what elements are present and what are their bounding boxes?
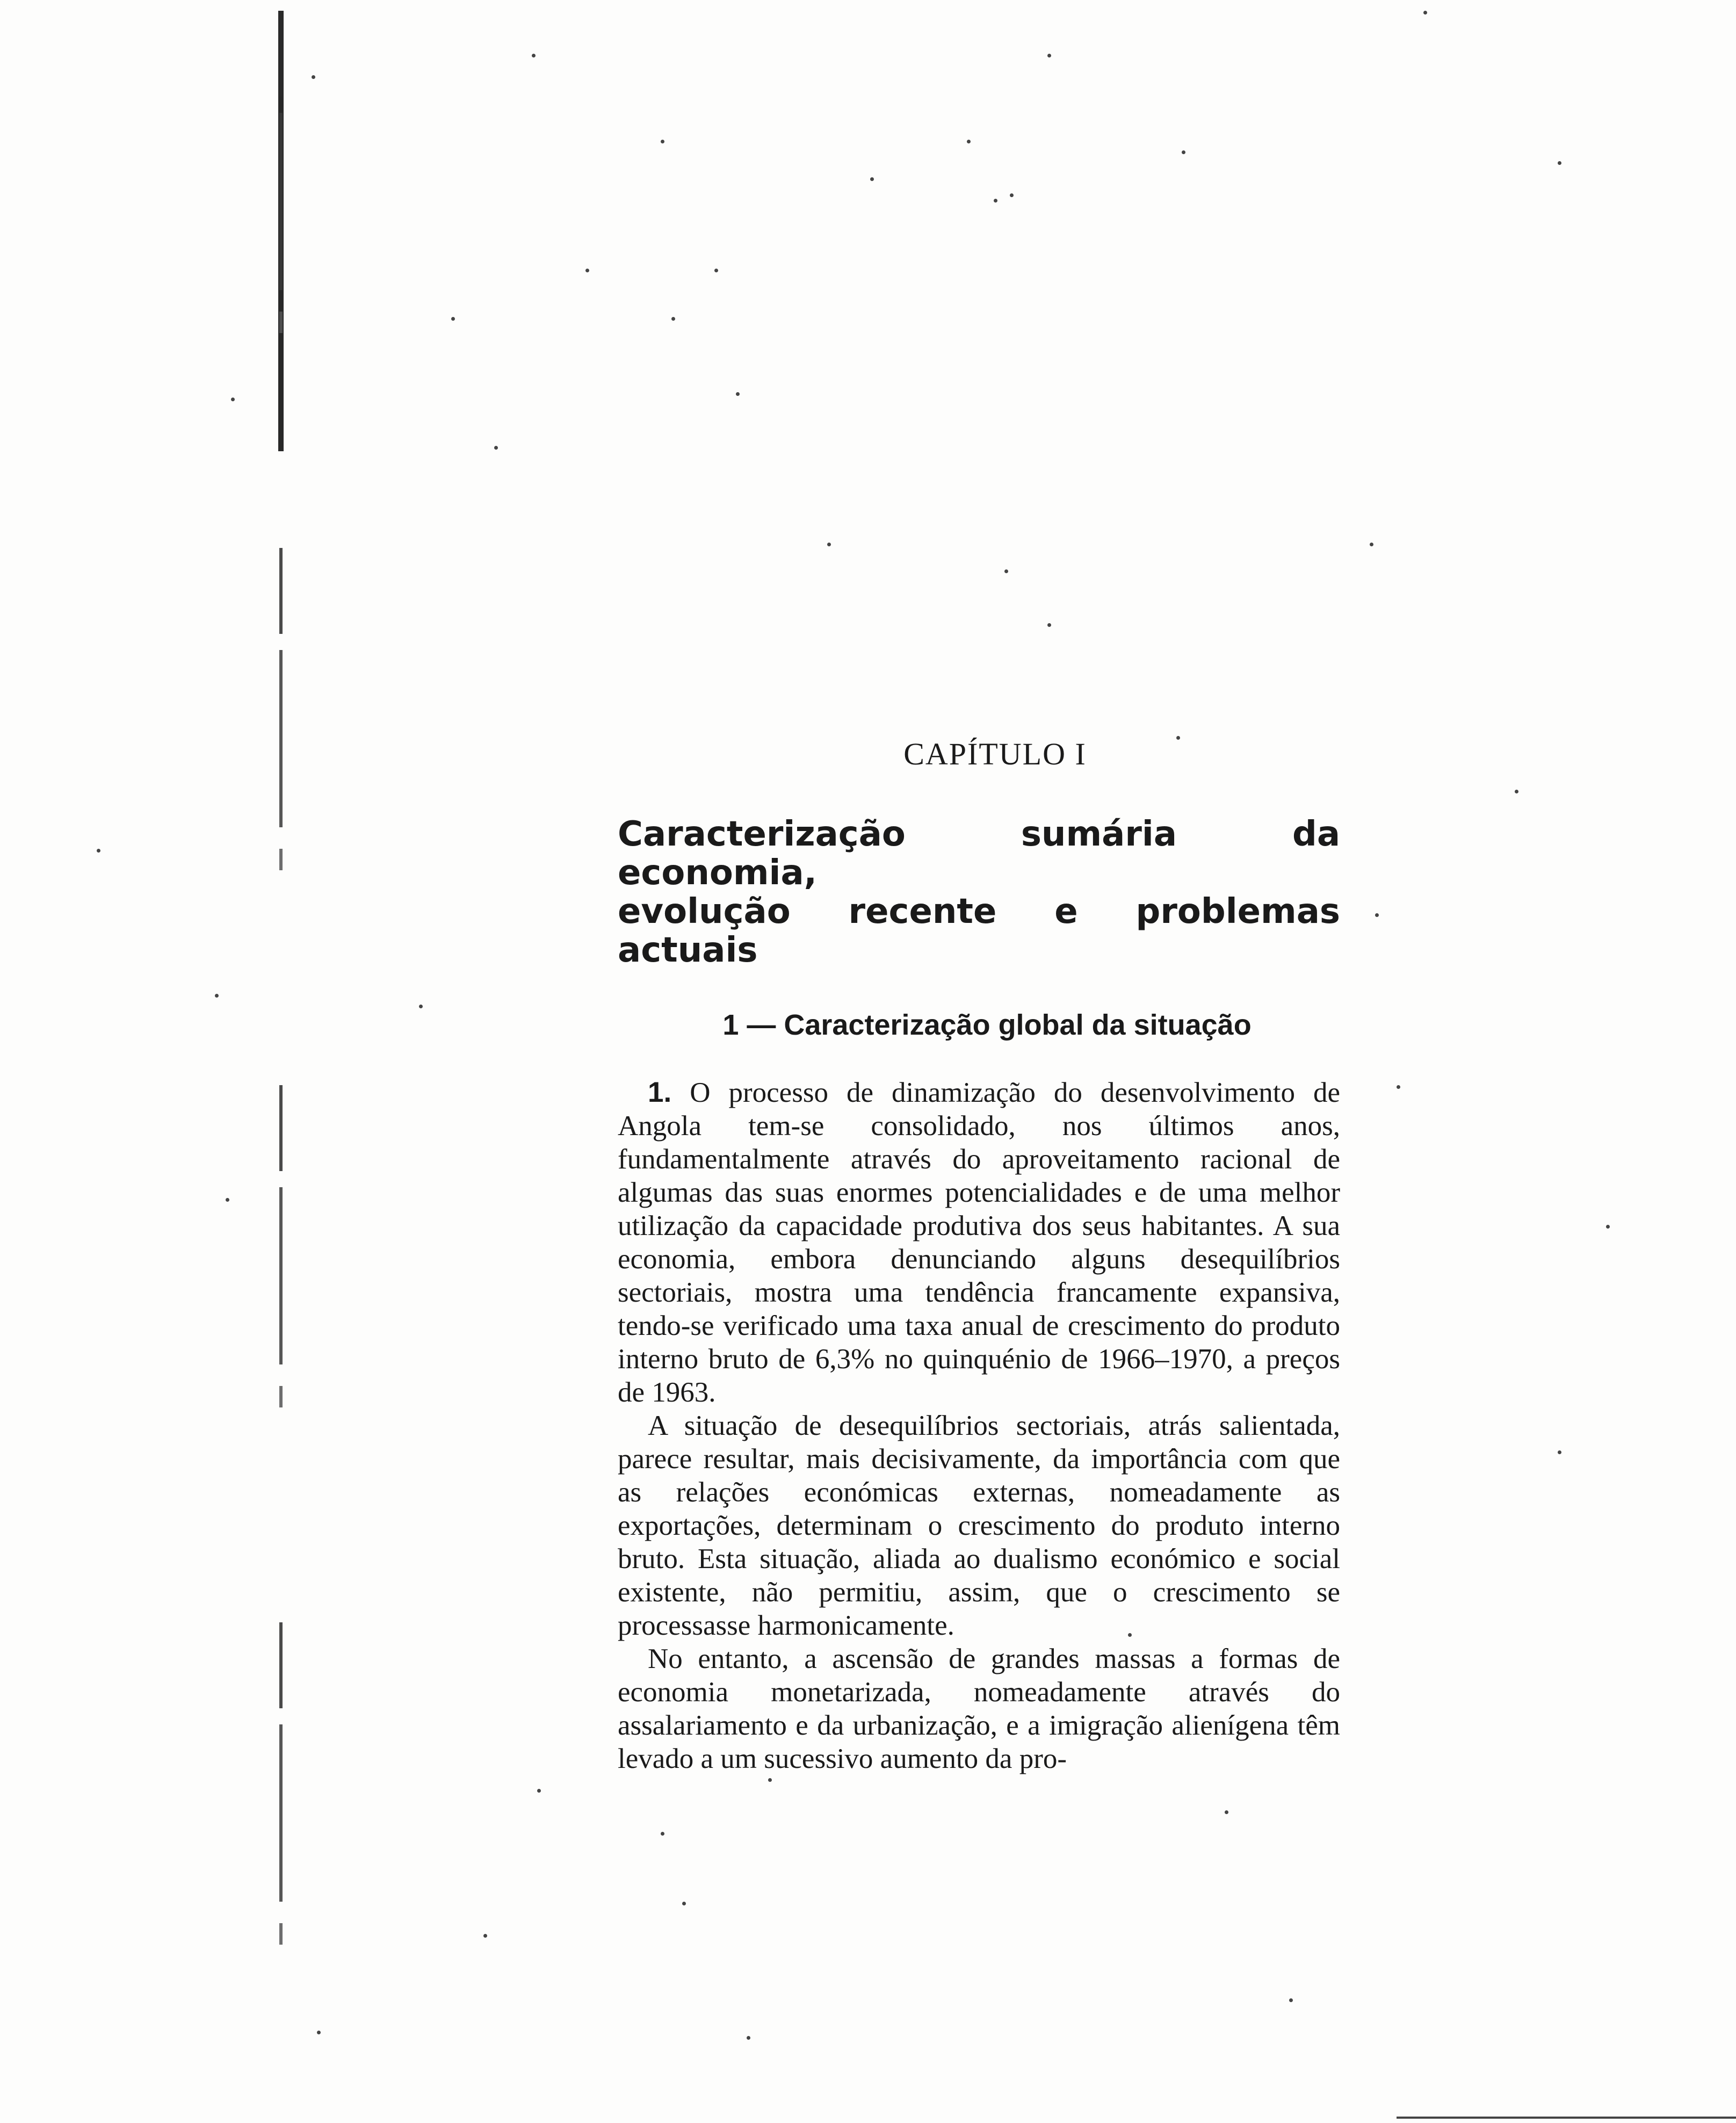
paragraph-3 (618, 1642, 1340, 1775)
scan-speck (827, 543, 831, 546)
chapter-title (618, 815, 1340, 970)
paragraph-1 (618, 1076, 1340, 1409)
scan-speck (1558, 161, 1561, 165)
scan-speck (714, 269, 718, 272)
scan-speck (1182, 150, 1185, 154)
scan-speck (682, 1902, 686, 1905)
scan-speck (317, 2031, 321, 2034)
scan-speck (1397, 1085, 1400, 1089)
paragraph-text: No entanto, a ascensão de grandes massas a formas de economia monetarizada, nomeadamente através do assalariamento e da urbanização, e a imigração alienígena têm levado a um sucessivo aumento da pro- (618, 1643, 1340, 1774)
scan-speck (419, 1005, 423, 1008)
scan-speck (483, 1934, 487, 1938)
scan-speck (451, 317, 455, 321)
scan-speck (231, 398, 235, 401)
scan-speck (1047, 623, 1051, 627)
chapter-title-line-2: evolução recente e problemas actuais (618, 892, 1340, 970)
bottom-edge-rule (1397, 2117, 1736, 2119)
scan-speck (1370, 543, 1373, 546)
scan-speck (1010, 193, 1014, 197)
scan-speck (226, 1198, 229, 1202)
paragraph-number: 1. (648, 1077, 672, 1108)
scan-speck (747, 2036, 750, 2040)
scan-speck (1375, 913, 1379, 917)
scan-speck (1004, 569, 1008, 573)
scan-speck (1558, 1450, 1561, 1454)
scan-speck (537, 1789, 541, 1793)
scan-speck (661, 1832, 664, 1836)
scan-speck (1423, 11, 1427, 15)
paragraph-text: A situação de desequilíbrios sectoriais, atrás salientada, parece resultar, mais decisivamente, da importância com que as relações económicas externas, nomeadamente as exportações, determinam o crescimento do produto interno bruto. Esta situação, aliada ao dualismo económico e social existente, não permitiu, assim, que o crescimento se processasse harmonicamente. (618, 1410, 1340, 1641)
scan-speck (1606, 1225, 1610, 1229)
section-heading: 1 — Caracterização global da situação (722, 1009, 1252, 1041)
scan-speck (661, 140, 664, 143)
scan-speck (994, 199, 997, 203)
scan-speck (1225, 1810, 1228, 1814)
scan-speck (585, 269, 589, 272)
scan-speck (967, 140, 971, 143)
scan-speck (494, 446, 498, 450)
scan-speck (312, 75, 315, 79)
scan-speck (215, 994, 219, 998)
text-column (618, 736, 1340, 1775)
chapter-title-line-1: Caracterização sumária da economia, (618, 814, 1340, 893)
scan-speck (736, 392, 740, 396)
scan-speck (870, 177, 874, 181)
paragraph-2 (618, 1409, 1340, 1642)
chapter-heading: CAPÍTULO I (903, 736, 1087, 771)
scan-speck (1289, 1998, 1293, 2002)
scan-speck (1047, 54, 1051, 57)
scan-speck (768, 1778, 772, 1782)
paragraph-text: O processo de dinamização do desenvolvimento de Angola tem-se consolidado, nos últimos anos, fundamentalmente através do aproveitamento racional de algumas das suas enormes potencialidades e de uma melhor utilização da capacidade produtiva dos seus habitantes. A sua economia, embora denunciando alguns desequilíbrios sectoriais, mostra uma tendência francamente expansiva, tendo-se verificado uma taxa anual de crescimento do produto interno bruto de 6,3% no quinquénio de 1966–1970, a preços de 1963. (618, 1077, 1340, 1408)
scan-speck (532, 54, 536, 57)
scan-speck (97, 849, 100, 853)
scan-speck (671, 317, 675, 321)
scan-speck (1515, 790, 1518, 793)
binding-line (279, 11, 283, 2106)
